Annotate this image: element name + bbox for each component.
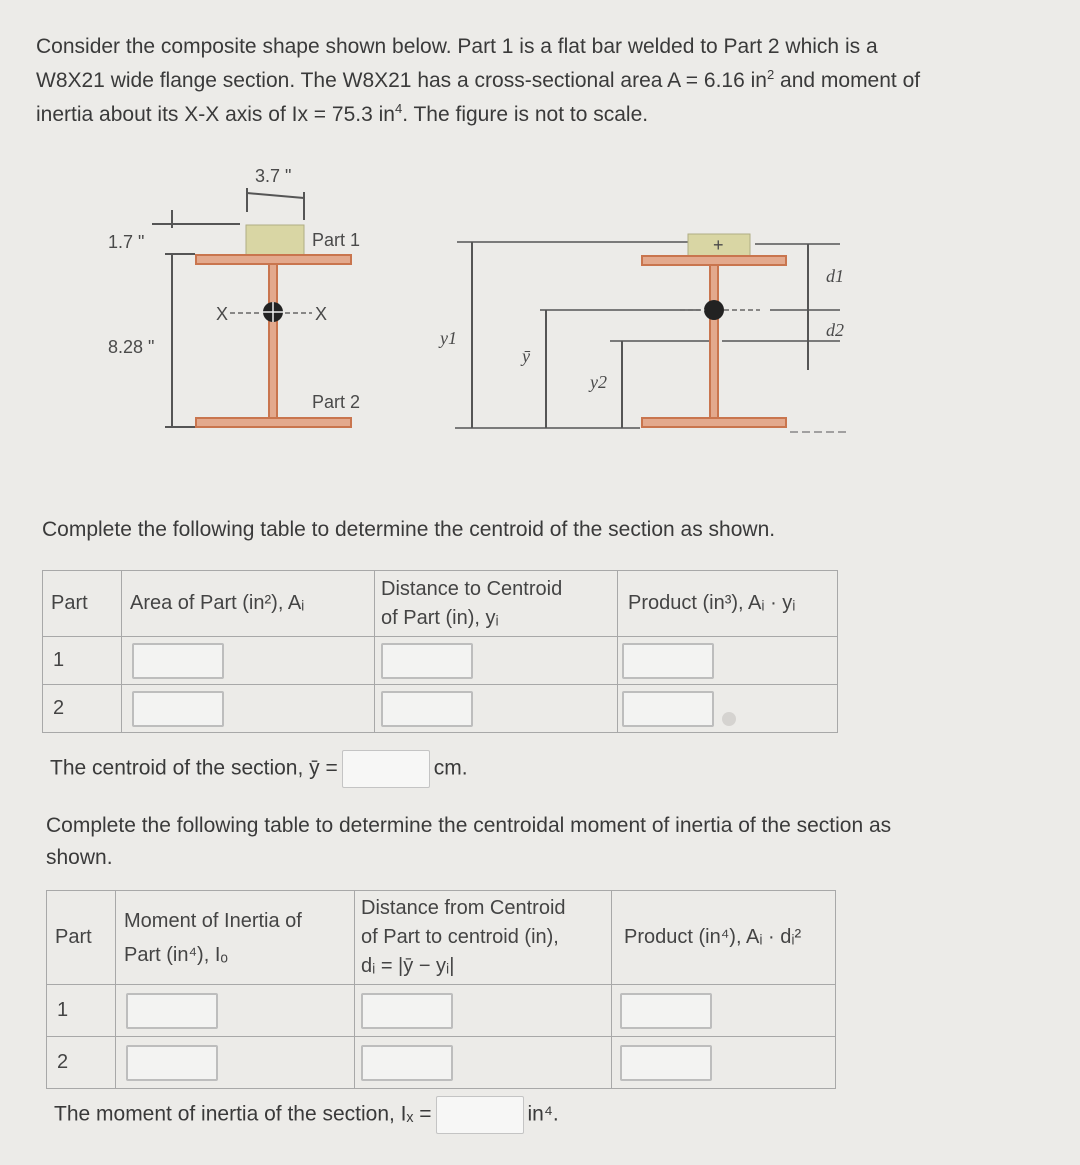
table-row: [43, 685, 838, 733]
part2-bottom-flange: [196, 418, 351, 427]
part1-flat-bar: [246, 225, 304, 255]
composite-section-figure: [0, 150, 1080, 450]
part2-top-flange: [196, 255, 351, 264]
row-part-number: 2: [47, 1037, 116, 1089]
table2-instruction: [46, 810, 891, 874]
col-moi-line-1: Moment of Inertia of: [124, 909, 302, 932]
col-distance-line-3: dᵢ = |ȳ − yᵢ|: [361, 955, 455, 977]
col-part-header: Part: [43, 571, 122, 637]
part2-web: [269, 264, 277, 418]
col-area-header: Area of Part (in²), Aᵢ: [122, 571, 375, 637]
col-product-header: Product (in³), Aᵢ · yᵢ: [618, 571, 838, 637]
centroid-result-unit: cm.: [433, 756, 468, 780]
d2-label: d2: [826, 320, 844, 340]
distance-input-part1[interactable]: [381, 643, 473, 679]
distance-input-part2[interactable]: [361, 1045, 453, 1081]
table2-instruction-line-1: Complete the following table to determine the centroidal moment of inertia of the section as: [46, 814, 892, 837]
problem-line-2: [36, 64, 1036, 98]
table-row: [47, 985, 836, 1037]
distance-input-part1[interactable]: [361, 993, 453, 1029]
col-distance-line-1: Distance to Centroid: [381, 577, 563, 600]
y1-label: y1: [440, 328, 457, 348]
moi-input-part1[interactable]: [126, 993, 218, 1029]
table1-instruction: Complete the following table to determine the centroid of the section as shown.: [42, 518, 776, 541]
problem-line-1: Consider the composite shape shown below. Part 1 is a flat bar welded to Part 2 which is a: [36, 35, 878, 58]
area-input-part2[interactable]: [132, 691, 224, 727]
part1-label: Part 1: [312, 230, 361, 250]
moi-result-input[interactable]: [436, 1096, 524, 1134]
product-input-part1[interactable]: [622, 643, 714, 679]
dim-depth-label: 8.28 ": [108, 337, 155, 357]
col-distance-header: [355, 891, 612, 985]
centroid-result-input[interactable]: [342, 750, 430, 788]
table-row: [43, 637, 838, 685]
row-part-number: 1: [47, 985, 116, 1037]
part2-label: Part 2: [312, 392, 361, 412]
area-unit-exponent: 2: [766, 67, 775, 82]
moi-result-unit: in⁴.: [527, 1102, 559, 1126]
part2-bottom-flange-right: [642, 418, 786, 427]
dim-width-line: [247, 193, 304, 198]
table2-instruction-line-2: shown.: [46, 846, 113, 869]
ybar-label: ȳ: [522, 346, 530, 366]
col-distance-line-2: of Part to centroid (in),: [361, 926, 559, 948]
d1-label: d1: [826, 266, 844, 286]
moi-input-part2[interactable]: [126, 1045, 218, 1081]
centroid-table: [42, 570, 838, 733]
part2-top-flange-right: [642, 256, 786, 265]
part2-web-right: [710, 265, 718, 418]
row-part-number: 2: [43, 685, 122, 733]
distance-input-part2[interactable]: [381, 691, 473, 727]
problem-line-3: [36, 98, 1036, 132]
col-moi-line-2: Part (in⁴), Iₒ: [124, 943, 228, 966]
problem-line-2b: and moment of: [774, 69, 921, 92]
problem-line-3a: inertia about its X-X axis of Ix = 75.3 in: [36, 103, 395, 126]
problem-statement: [36, 30, 1036, 132]
col-moi-header: [116, 891, 355, 985]
product-input-part2[interactable]: [622, 691, 714, 727]
axis-x-left: X: [216, 304, 229, 324]
moi-result-label: The moment of inertia of the section, Iₓ =: [54, 1102, 432, 1126]
area-input-part1[interactable]: [132, 643, 224, 679]
figure-svg: [0, 150, 1080, 450]
axis-x-right: X: [315, 304, 328, 324]
col-distance-line-2: of Part (in), yᵢ: [381, 606, 499, 629]
dim-width-label: 3.7 ": [255, 166, 292, 186]
centroid-result-label: The centroid of the section, ȳ =: [50, 756, 338, 780]
problem-line-2a: W8X21 wide flange section. The W8X21 has a cross-sectional area A = 6.16 in: [36, 69, 767, 92]
inertia-unit-exponent: 4: [394, 101, 403, 116]
product-input-part1[interactable]: [620, 993, 712, 1029]
part1-centroid-plus: +: [713, 235, 724, 255]
product-input-part2[interactable]: [620, 1045, 712, 1081]
moment-of-inertia-table: [46, 890, 836, 1089]
dim-flat-label: 1.7 ": [108, 232, 145, 252]
table-row: [47, 1037, 836, 1089]
moi-result: [54, 1096, 559, 1134]
col-product-header: Product (in⁴), Aᵢ · dᵢ²: [612, 891, 836, 985]
loading-indicator: [722, 712, 736, 726]
row-part-number: 1: [43, 637, 122, 685]
col-distance-line-1: Distance from Centroid: [361, 897, 566, 919]
col-distance-header: [375, 571, 618, 637]
centroid-result: [50, 750, 468, 788]
col-part-header: Part: [47, 891, 116, 985]
centroid-marker-right: [704, 300, 724, 320]
problem-line-3b: . The figure is not to scale.: [402, 103, 649, 126]
y2-label: y2: [590, 372, 607, 392]
